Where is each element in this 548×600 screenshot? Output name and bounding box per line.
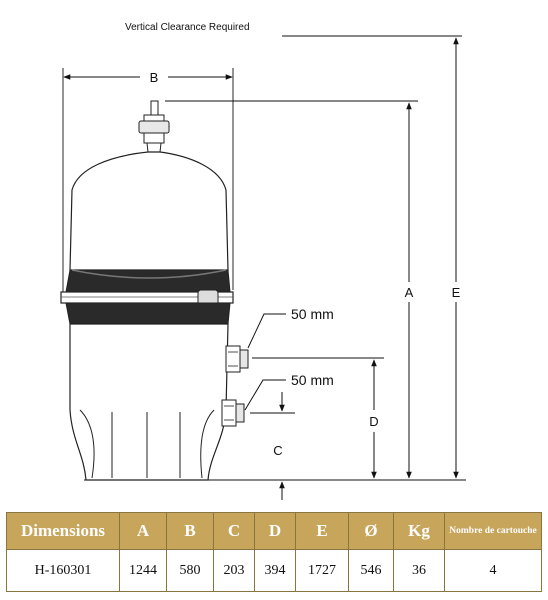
header-d: D [255,513,296,550]
a-label: A [404,285,414,300]
cell-c: 203 [214,550,255,592]
header-c: C [214,513,255,550]
clearance-label: Vertical Clearance Required [125,22,250,33]
cell-a: 1244 [120,550,167,592]
cell-b: 580 [167,550,214,592]
header-kg: Kg [394,513,445,550]
cell-kg: 36 [394,550,445,592]
lower-port-size-label: 50 mm [291,372,334,388]
cell-model: H-160301 [7,550,120,592]
e-label: E [451,285,461,300]
upper-port-leader [248,314,286,348]
lower-port-leader [245,380,286,410]
cell-diameter: 546 [349,550,394,592]
cell-d: 394 [255,550,296,592]
dimensions-table [6,512,542,592]
header-cartridge-count: Nombre de cartouche [445,513,542,550]
table-header-row [7,513,542,550]
lower-port-fitting [222,400,236,426]
header-dimensions: Dimensions [7,513,120,550]
cell-cartridge-count: 4 [445,550,542,592]
upper-port-size-label: 50 mm [291,306,334,322]
d-label: D [369,414,379,429]
filter-dome [70,152,228,270]
cell-e: 1727 [296,550,349,592]
filter-illustration [61,101,248,480]
table-row [7,550,542,592]
header-a: A [120,513,167,550]
header-b: B [167,513,214,550]
upper-port-fitting [226,346,240,372]
air-valve [151,101,158,115]
header-e: E [296,513,349,550]
header-diameter: Ø [349,513,394,550]
c-label: C [273,443,283,458]
b-label: B [149,70,159,85]
